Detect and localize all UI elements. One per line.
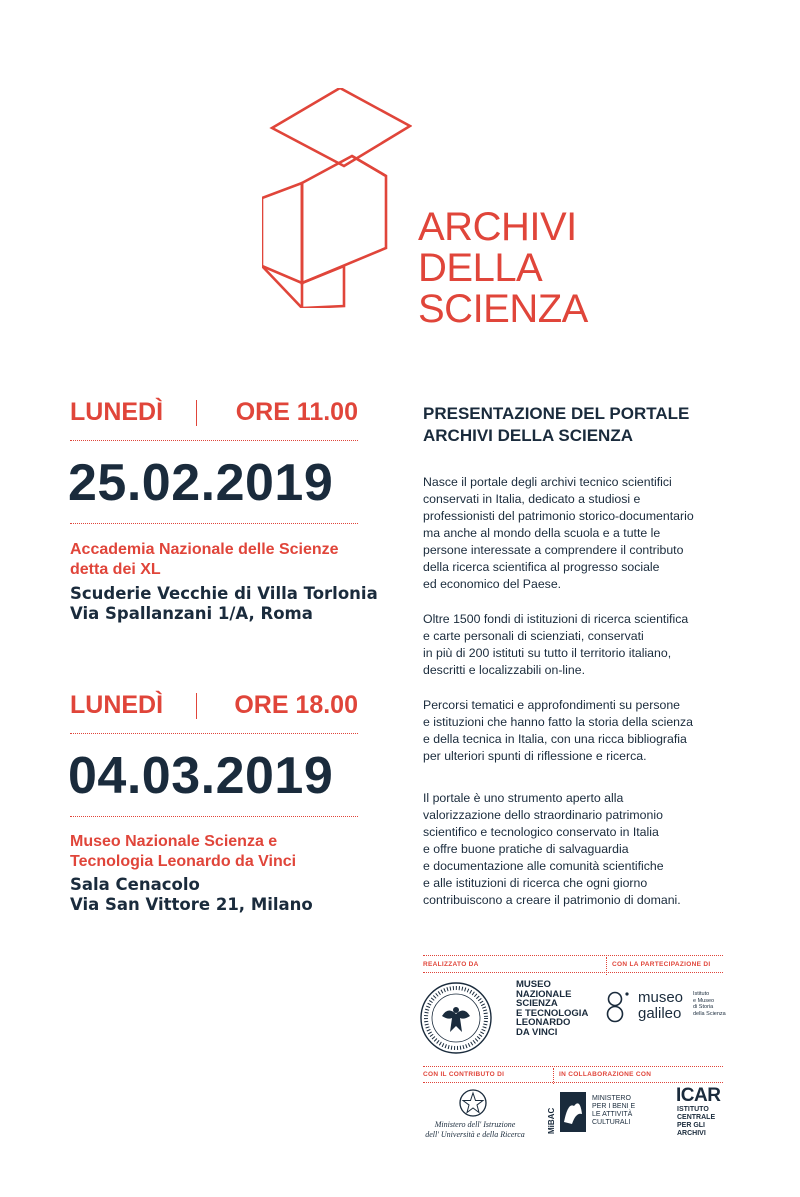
event-1-venue-line2: detta dei XL xyxy=(70,561,161,578)
mibac-text xyxy=(592,1095,635,1127)
paragraph-1-line: della ricerca scientifica al progresso sociale xyxy=(423,560,660,574)
paragraph-4 xyxy=(423,790,733,909)
event-1-venue-line1: Accademia Nazionale delle Scienze xyxy=(70,541,339,558)
paragraph-3-line: e della tecnica in Italia, con una ricca bibliografia xyxy=(423,732,687,746)
icar-line: ARCHIVI xyxy=(677,1130,706,1137)
paragraph-2-line: descritti e localizzabili on-line. xyxy=(423,663,585,677)
paragraph-2 xyxy=(423,611,733,679)
paragraph-1-line: Nasce il portale degli archivi tecnico scientifici xyxy=(423,475,672,489)
event-2-address-line2: Via San Vittore 21, Milano xyxy=(70,895,313,914)
realizzato-da-label: REALIZZATO DA xyxy=(423,961,479,968)
event-1-hour: ORE 11.00 xyxy=(235,398,358,426)
mibac-vertical-label: MiBAC xyxy=(547,1107,556,1134)
paragraph-1-line: professionisti del patrimonio storico-documentario xyxy=(423,509,694,523)
paragraph-4-line: Il portale è uno strumento aperto alla xyxy=(423,791,624,805)
paragraph-3-line: e istituzioni che hanno fatto la storia della scienza xyxy=(423,715,694,729)
event-2-divider-top xyxy=(70,733,358,734)
museo-scienza-line: DA VINCI xyxy=(516,1026,558,1038)
presentation-title-line2: ARCHIVI DELLA SCIENZA xyxy=(423,426,633,445)
paragraph-4-line: e documentazione alle comunità scientifiche xyxy=(423,859,664,873)
event-1-address-line1: Scuderie Vecchie di Villa Torlonia xyxy=(70,584,378,603)
logo-word-archivi: ARCHIVI xyxy=(418,205,577,249)
event-2-day: LUNEDÌ xyxy=(70,691,164,719)
paragraph-1-line: ed economico del Paese. xyxy=(423,577,562,591)
in-collaborazione-label: IN COLLABORAZIONE CON xyxy=(559,1071,652,1078)
paragraph-2-line: Oltre 1500 fondi di istituzioni di ricerca scientifica xyxy=(423,612,689,626)
paragraph-4-line: e alle istituzioni di ricerca che ogni giorno xyxy=(423,876,648,890)
mibac-emblem-icon xyxy=(560,1092,586,1132)
event-1-divider-bottom xyxy=(70,523,358,524)
galileo-small-line: di Storia xyxy=(693,1004,714,1010)
event-2-venue-line1: Museo Nazionale Scienza e xyxy=(70,833,278,850)
italian-republic-emblem-icon xyxy=(458,1088,488,1118)
con-partecipazione-label: CON LA PARTECIPAZIONE DI xyxy=(612,961,711,968)
partners-divider-mid xyxy=(423,972,723,973)
event-2-address-line1: Sala Cenacolo xyxy=(70,875,200,894)
partners-divider-bottom xyxy=(423,1082,723,1083)
mibac-line: CULTURALI xyxy=(592,1119,631,1126)
mibac-line: PER I BENI E xyxy=(592,1103,636,1110)
event-1-separator xyxy=(196,400,197,426)
paragraph-4-line: e offre buone pratiche di salvaguardia xyxy=(423,842,629,856)
paragraph-1-line: persone interessate a comprendere il contributo xyxy=(423,543,684,557)
mibac-line: MINISTERO xyxy=(592,1095,631,1102)
paragraph-3-line: Percorsi tematici e approfondimenti su persone xyxy=(423,698,680,712)
miur-logo-text xyxy=(420,1120,530,1140)
icar-text xyxy=(677,1106,715,1138)
presentation-title xyxy=(423,403,689,447)
icar-line: PER GLI xyxy=(677,1122,706,1129)
event-1-address-line2: Via Spallanzani 1/A, Roma xyxy=(70,604,313,623)
paragraph-3-line: per ulteriori spunti di riflessione e ricerca. xyxy=(423,749,647,763)
museo-scienza-logo xyxy=(516,980,588,1038)
museo-galileo-wordmark xyxy=(638,990,683,1022)
event-2-hour: ORE 18.00 xyxy=(234,691,358,719)
museo-galileo-word2: galileo xyxy=(638,1005,682,1022)
archivi-della-scienza-logo-icon xyxy=(262,88,412,308)
presentation-title-line1: PRESENTAZIONE DEL PORTALE xyxy=(423,404,690,423)
accademia-xl-seal-icon xyxy=(418,980,494,1056)
event-2-venue-line2: Tecnologia Leonardo da Vinci xyxy=(70,853,297,870)
mibac-line: LE ATTIVITÀ xyxy=(592,1111,633,1118)
paragraph-3 xyxy=(423,697,733,765)
event-2-day-time xyxy=(70,691,358,723)
event-1-day-time xyxy=(70,398,358,430)
museo-galileo-subtitle xyxy=(693,991,726,1017)
icar-line: ISTITUTO xyxy=(677,1106,709,1113)
museo-scienza-line: NAZIONALE xyxy=(516,988,572,1000)
paragraph-4-line: scientifico e tecnologico conservato in Italia xyxy=(423,825,659,839)
event-2-date: 04.03.2019 xyxy=(68,747,334,805)
event-1-day: LUNEDÌ xyxy=(70,398,164,426)
logo-word-scienza: SCIENZA xyxy=(418,287,588,331)
event-1-date: 25.02.2019 xyxy=(68,454,334,512)
paragraph-4-line: valorizzazione dello straordinario patrimonio xyxy=(423,808,663,822)
miur-line: dell' Università e della Ricerca xyxy=(425,1130,525,1139)
event-2-divider-bottom xyxy=(70,816,358,817)
partners-divider-top xyxy=(423,955,723,956)
galileo-small-line: Istituto xyxy=(693,991,710,997)
galileo-small-line: della Scienza xyxy=(693,1010,726,1017)
event-2-separator xyxy=(196,693,197,719)
icar-line: CENTRALE xyxy=(677,1114,716,1121)
museo-galileo-word1: museo xyxy=(638,989,684,1006)
paragraph-1-line: ma anche al mondo della scuola e a tutte le xyxy=(423,526,661,540)
paragraph-2-line: e carte personali di scienziati, conservati xyxy=(423,629,644,643)
museo-scienza-line: MUSEO xyxy=(516,979,551,990)
miur-line: Ministero dell' Istruzione xyxy=(434,1120,516,1129)
paragraph-1 xyxy=(423,474,733,593)
paragraph-4-line: contribuiscono a creare il patrimonio di domani. xyxy=(423,893,681,907)
museo-scienza-line: LEONARDO xyxy=(516,1017,571,1029)
galileo-small-line: e Museo xyxy=(693,997,715,1004)
museo-scienza-line: E TECNOLOGIA xyxy=(516,1007,589,1019)
con-contributo-label: CON IL CONTRIBUTO DI xyxy=(423,1071,505,1078)
paragraph-2-line: in più di 200 istituti su tutto il territorio italiano, xyxy=(423,646,672,660)
museo-scienza-line: SCIENZA xyxy=(516,998,558,1010)
paragraph-1-line: conservati in Italia, dedicato a studiosi e xyxy=(423,492,641,506)
event-1-divider-top xyxy=(70,440,358,441)
partners-divider-lower xyxy=(423,1066,723,1067)
logo-word-della: DELLA xyxy=(418,246,543,290)
museo-galileo-icon xyxy=(605,990,635,1024)
icar-logo: ICAR xyxy=(676,1085,721,1106)
